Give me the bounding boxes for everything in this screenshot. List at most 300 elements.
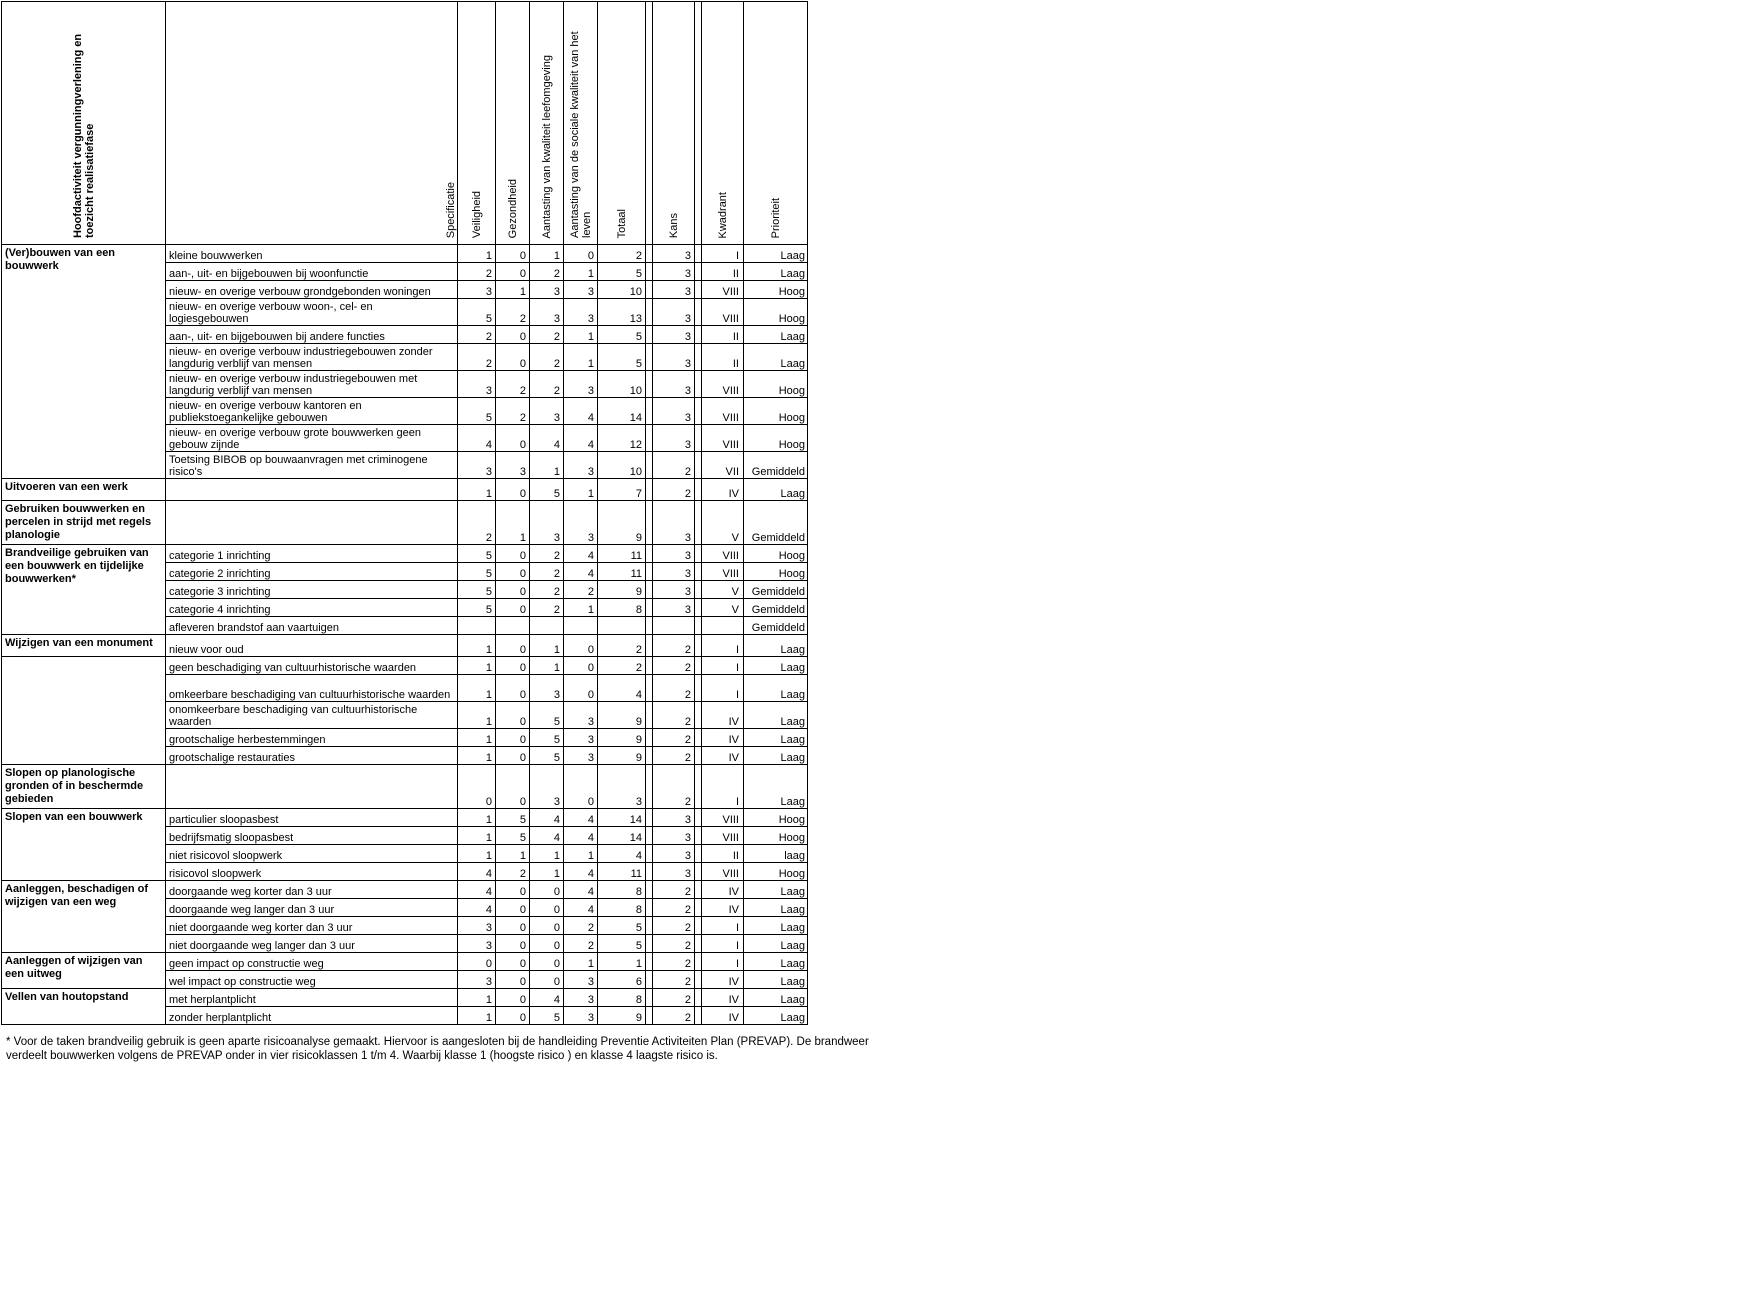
- header-label: Gezondheid: [506, 178, 519, 238]
- cell-kwadrant: I: [702, 245, 744, 263]
- cell-veiligheid: 1: [458, 245, 496, 263]
- cell-prioriteit: Laag: [744, 953, 808, 971]
- cell-veiligheid: 3: [458, 452, 496, 479]
- cell-kans: [653, 617, 695, 635]
- cell-kwadrant: IV: [702, 479, 744, 501]
- cell-prioriteit: Laag: [744, 765, 808, 809]
- cell-kans: 3: [653, 281, 695, 299]
- cell-spacer: [646, 344, 653, 371]
- cell-kwadrant: II: [702, 326, 744, 344]
- cell-hoofdactiviteit: Uitvoeren van een werk: [2, 479, 166, 501]
- cell-spacer: [646, 479, 653, 501]
- cell-sociale-kwaliteit: 3: [564, 452, 598, 479]
- cell-gezondheid: 0: [496, 344, 530, 371]
- cell-specificatie: niet doorgaande weg langer dan 3 uur: [166, 935, 458, 953]
- cell-spacer: [646, 899, 653, 917]
- table-row: [2, 245, 808, 263]
- cell-specificatie: geen beschadiging van cultuurhistorische waarden: [166, 657, 458, 675]
- cell-veiligheid: 1: [458, 479, 496, 501]
- cell-hoofdactiviteit: Gebruiken bouwwerken en percelen in strijd met regels planologie: [2, 501, 166, 545]
- cell-specificatie: afleveren brandstof aan vaartuigen: [166, 617, 458, 635]
- cell-totaal: 2: [598, 657, 646, 675]
- cell-spacer: [695, 827, 702, 845]
- cell-totaal: 8: [598, 599, 646, 617]
- cell-veiligheid: 5: [458, 545, 496, 563]
- cell-veiligheid: 3: [458, 281, 496, 299]
- cell-kwadrant: I: [702, 765, 744, 809]
- cell-kwaliteit-leefomgeving: 1: [530, 657, 564, 675]
- cell-kans: 2: [653, 971, 695, 989]
- header-kans: [653, 2, 695, 245]
- cell-spacer: [695, 899, 702, 917]
- cell-sociale-kwaliteit: 3: [564, 971, 598, 989]
- cell-sociale-kwaliteit: 3: [564, 729, 598, 747]
- cell-kwaliteit-leefomgeving: 5: [530, 747, 564, 765]
- cell-prioriteit: Laag: [744, 702, 808, 729]
- cell-kwaliteit-leefomgeving: 0: [530, 971, 564, 989]
- cell-sociale-kwaliteit: 4: [564, 881, 598, 899]
- cell-spacer: [695, 398, 702, 425]
- cell-kans: 2: [653, 989, 695, 1007]
- cell-spacer: [646, 452, 653, 479]
- cell-prioriteit: Hoog: [744, 425, 808, 452]
- cell-sociale-kwaliteit: 1: [564, 326, 598, 344]
- cell-spacer: [695, 809, 702, 827]
- cell-specificatie: categorie 4 inrichting: [166, 599, 458, 617]
- cell-kwaliteit-leefomgeving: 5: [530, 702, 564, 729]
- cell-prioriteit: Laag: [744, 989, 808, 1007]
- header-label: Kwadrant: [716, 191, 729, 238]
- cell-totaal: 2: [598, 635, 646, 657]
- cell-veiligheid: 0: [458, 765, 496, 809]
- cell-kans: 2: [653, 953, 695, 971]
- cell-veiligheid: 2: [458, 263, 496, 281]
- cell-kwadrant: II: [702, 344, 744, 371]
- cell-specificatie: niet doorgaande weg korter dan 3 uur: [166, 917, 458, 935]
- cell-veiligheid: 5: [458, 599, 496, 617]
- cell-prioriteit: Gemiddeld: [744, 581, 808, 599]
- cell-kwadrant: I: [702, 917, 744, 935]
- cell-veiligheid: 3: [458, 917, 496, 935]
- cell-spacer: [695, 299, 702, 326]
- cell-gezondheid: 0: [496, 635, 530, 657]
- cell-kwaliteit-leefomgeving: [530, 617, 564, 635]
- cell-spacer: [646, 599, 653, 617]
- cell-kans: 2: [653, 657, 695, 675]
- cell-kwadrant: V: [702, 501, 744, 545]
- table-row: [2, 989, 808, 1007]
- table-row: [2, 953, 808, 971]
- cell-spacer: [695, 425, 702, 452]
- cell-spacer: [646, 917, 653, 935]
- cell-prioriteit: Laag: [744, 326, 808, 344]
- cell-specificatie: [166, 501, 458, 545]
- cell-specificatie: categorie 3 inrichting: [166, 581, 458, 599]
- cell-prioriteit: Hoog: [744, 809, 808, 827]
- cell-specificatie: zonder herplantplicht: [166, 1007, 458, 1025]
- cell-prioriteit: Laag: [744, 479, 808, 501]
- cell-spacer: [695, 545, 702, 563]
- cell-kwaliteit-leefomgeving: 1: [530, 245, 564, 263]
- cell-spacer: [646, 765, 653, 809]
- cell-gezondheid: 0: [496, 917, 530, 935]
- cell-kwaliteit-leefomgeving: 5: [530, 729, 564, 747]
- cell-kans: 3: [653, 581, 695, 599]
- cell-gezondheid: 0: [496, 245, 530, 263]
- cell-hoofdactiviteit: Aanleggen of wijzigen van een uitweg: [2, 953, 166, 989]
- cell-gezondheid: 0: [496, 971, 530, 989]
- cell-gezondheid: 0: [496, 675, 530, 702]
- cell-sociale-kwaliteit: 2: [564, 935, 598, 953]
- cell-kwaliteit-leefomgeving: 2: [530, 371, 564, 398]
- cell-kwadrant: IV: [702, 729, 744, 747]
- cell-totaal: 5: [598, 917, 646, 935]
- cell-kwaliteit-leefomgeving: 5: [530, 479, 564, 501]
- cell-spacer: [646, 635, 653, 657]
- cell-totaal: 9: [598, 747, 646, 765]
- cell-specificatie: nieuw- en overige verbouw kantoren en publiekstoegankelijke gebouwen: [166, 398, 458, 425]
- cell-gezondheid: 0: [496, 702, 530, 729]
- cell-prioriteit: Laag: [744, 263, 808, 281]
- cell-specificatie: nieuw- en overige verbouw industriegebouwen met langdurig verblijf van mensen: [166, 371, 458, 398]
- cell-hoofdactiviteit: Brandveilige gebruiken van een bouwwerk en tijdelijke bouwwerken*: [2, 545, 166, 635]
- cell-prioriteit: Hoog: [744, 281, 808, 299]
- cell-kans: 3: [653, 599, 695, 617]
- cell-spacer: [695, 501, 702, 545]
- cell-spacer: [646, 989, 653, 1007]
- cell-sociale-kwaliteit: 4: [564, 899, 598, 917]
- cell-kans: 2: [653, 765, 695, 809]
- cell-specificatie: grootschalige restauraties: [166, 747, 458, 765]
- cell-spacer: [695, 1007, 702, 1025]
- cell-gezondheid: [496, 617, 530, 635]
- cell-totaal: 5: [598, 263, 646, 281]
- cell-spacer: [695, 326, 702, 344]
- cell-veiligheid: 2: [458, 344, 496, 371]
- cell-kwaliteit-leefomgeving: 2: [530, 581, 564, 599]
- cell-prioriteit: Laag: [744, 657, 808, 675]
- cell-kwadrant: II: [702, 263, 744, 281]
- cell-hoofdactiviteit: Vellen van houtopstand: [2, 989, 166, 1025]
- table-row: [2, 809, 808, 827]
- cell-hoofdactiviteit: (Ver)bouwen van een bouwwerk: [2, 245, 166, 479]
- cell-spacer: [646, 563, 653, 581]
- cell-kwadrant: IV: [702, 971, 744, 989]
- cell-gezondheid: 5: [496, 809, 530, 827]
- cell-spacer: [646, 809, 653, 827]
- cell-totaal: 10: [598, 281, 646, 299]
- cell-kans: 3: [653, 398, 695, 425]
- cell-kans: 2: [653, 881, 695, 899]
- cell-sociale-kwaliteit: 2: [564, 917, 598, 935]
- cell-specificatie: wel impact op constructie weg: [166, 971, 458, 989]
- cell-spacer: [646, 281, 653, 299]
- cell-gezondheid: 1: [496, 845, 530, 863]
- cell-gezondheid: 0: [496, 326, 530, 344]
- risk-table: [1, 1, 808, 1025]
- cell-gezondheid: 0: [496, 953, 530, 971]
- cell-veiligheid: 5: [458, 581, 496, 599]
- cell-prioriteit: Gemiddeld: [744, 617, 808, 635]
- cell-spacer: [646, 845, 653, 863]
- cell-veiligheid: 5: [458, 398, 496, 425]
- cell-spacer: [695, 281, 702, 299]
- header-label: Veiligheid: [470, 190, 483, 238]
- cell-spacer: [695, 657, 702, 675]
- table-row: [2, 501, 808, 545]
- cell-veiligheid: 1: [458, 657, 496, 675]
- cell-spacer: [646, 245, 653, 263]
- header-sociale-kwaliteit: [564, 2, 598, 245]
- cell-specificatie: doorgaande weg langer dan 3 uur: [166, 899, 458, 917]
- cell-sociale-kwaliteit: 3: [564, 989, 598, 1007]
- cell-kwadrant: VIII: [702, 809, 744, 827]
- cell-spacer: [695, 563, 702, 581]
- cell-hoofdactiviteit: Slopen van een bouwwerk: [2, 809, 166, 881]
- cell-totaal: 3: [598, 765, 646, 809]
- cell-kwadrant: VIII: [702, 827, 744, 845]
- cell-veiligheid: 5: [458, 563, 496, 581]
- cell-kwaliteit-leefomgeving: 4: [530, 809, 564, 827]
- cell-totaal: 14: [598, 809, 646, 827]
- risk-analysis-sheet: [1, 1, 808, 1025]
- cell-kwaliteit-leefomgeving: 0: [530, 953, 564, 971]
- cell-kwadrant: I: [702, 953, 744, 971]
- cell-gezondheid: 2: [496, 371, 530, 398]
- cell-totaal: 11: [598, 863, 646, 881]
- cell-prioriteit: Hoog: [744, 863, 808, 881]
- cell-sociale-kwaliteit: 1: [564, 479, 598, 501]
- cell-sociale-kwaliteit: 1: [564, 845, 598, 863]
- cell-specificatie: categorie 2 inrichting: [166, 563, 458, 581]
- cell-kwadrant: IV: [702, 989, 744, 1007]
- cell-spacer: [695, 675, 702, 702]
- header-label: Aantasting van de sociale kwaliteit van het leven: [568, 31, 593, 238]
- cell-kwadrant: VIII: [702, 563, 744, 581]
- cell-specificatie: omkeerbare beschadiging van cultuurhistorische waarden: [166, 675, 458, 702]
- cell-kwadrant: VIII: [702, 398, 744, 425]
- cell-spacer: [646, 657, 653, 675]
- table-row: [2, 545, 808, 563]
- cell-specificatie: nieuw- en overige verbouw woon-, cel- en logiesgebouwen: [166, 299, 458, 326]
- header-label: Aantasting van kwaliteit leefomgeving: [540, 54, 553, 238]
- cell-veiligheid: 1: [458, 747, 496, 765]
- cell-kwadrant: VIII: [702, 371, 744, 398]
- cell-specificatie: [166, 765, 458, 809]
- cell-spacer: [695, 371, 702, 398]
- cell-prioriteit: Laag: [744, 635, 808, 657]
- cell-spacer: [646, 953, 653, 971]
- cell-sociale-kwaliteit: 4: [564, 545, 598, 563]
- cell-specificatie: met herplantplicht: [166, 989, 458, 1007]
- cell-kans: 2: [653, 635, 695, 657]
- cell-sociale-kwaliteit: 3: [564, 1007, 598, 1025]
- cell-spacer: [646, 971, 653, 989]
- cell-totaal: [598, 617, 646, 635]
- cell-gezondheid: 0: [496, 425, 530, 452]
- cell-kwaliteit-leefomgeving: 2: [530, 344, 564, 371]
- cell-totaal: 4: [598, 675, 646, 702]
- cell-kwadrant: VIII: [702, 545, 744, 563]
- cell-sociale-kwaliteit: 2: [564, 581, 598, 599]
- cell-sociale-kwaliteit: 0: [564, 657, 598, 675]
- cell-kwaliteit-leefomgeving: 3: [530, 501, 564, 545]
- cell-specificatie: nieuw- en overige verbouw grote bouwwerken geen gebouw zijnde: [166, 425, 458, 452]
- header-prioriteit: [744, 2, 808, 245]
- header-label: Prioriteit: [769, 197, 782, 238]
- cell-kwaliteit-leefomgeving: 3: [530, 765, 564, 809]
- cell-gezondheid: 0: [496, 545, 530, 563]
- cell-kwadrant: V: [702, 581, 744, 599]
- cell-totaal: 1: [598, 953, 646, 971]
- cell-kans: 3: [653, 344, 695, 371]
- cell-kwadrant: VIII: [702, 281, 744, 299]
- cell-hoofdactiviteit: Aanleggen, beschadigen of wijzigen van een weg: [2, 881, 166, 953]
- cell-kwaliteit-leefomgeving: 4: [530, 425, 564, 452]
- cell-spacer: [646, 398, 653, 425]
- cell-prioriteit: Hoog: [744, 371, 808, 398]
- cell-prioriteit: Laag: [744, 1007, 808, 1025]
- cell-totaal: 8: [598, 989, 646, 1007]
- cell-kwadrant: IV: [702, 702, 744, 729]
- cell-kwaliteit-leefomgeving: 2: [530, 563, 564, 581]
- cell-kwaliteit-leefomgeving: 4: [530, 827, 564, 845]
- cell-gezondheid: 2: [496, 863, 530, 881]
- cell-gezondheid: 0: [496, 729, 530, 747]
- cell-prioriteit: Laag: [744, 917, 808, 935]
- cell-veiligheid: 1: [458, 675, 496, 702]
- cell-sociale-kwaliteit: 3: [564, 702, 598, 729]
- cell-kans: 2: [653, 702, 695, 729]
- cell-totaal: 9: [598, 702, 646, 729]
- cell-kwadrant: VIII: [702, 863, 744, 881]
- cell-spacer: [646, 935, 653, 953]
- cell-hoofdactiviteit: Slopen op planologische gronden of in beschermde gebieden: [2, 765, 166, 809]
- cell-prioriteit: Gemiddeld: [744, 501, 808, 545]
- cell-kwadrant: I: [702, 675, 744, 702]
- cell-totaal: 11: [598, 563, 646, 581]
- cell-spacer: [695, 845, 702, 863]
- cell-kans: 3: [653, 563, 695, 581]
- cell-spacer: [695, 747, 702, 765]
- cell-sociale-kwaliteit: 0: [564, 765, 598, 809]
- cell-totaal: 10: [598, 452, 646, 479]
- table-row: [2, 479, 808, 501]
- table-row: [2, 657, 808, 675]
- cell-kwaliteit-leefomgeving: 2: [530, 545, 564, 563]
- cell-kwaliteit-leefomgeving: 2: [530, 599, 564, 617]
- header-specificatie: [166, 2, 458, 245]
- cell-totaal: 5: [598, 344, 646, 371]
- cell-sociale-kwaliteit: 3: [564, 747, 598, 765]
- cell-veiligheid: 1: [458, 1007, 496, 1025]
- cell-prioriteit: Laag: [744, 747, 808, 765]
- cell-totaal: 14: [598, 398, 646, 425]
- cell-specificatie: nieuw- en overige verbouw industriegebouwen zonder langdurig verblijf van mensen: [166, 344, 458, 371]
- cell-spacer: [695, 245, 702, 263]
- cell-kans: 3: [653, 501, 695, 545]
- cell-kwadrant: I: [702, 935, 744, 953]
- cell-totaal: 4: [598, 845, 646, 863]
- cell-totaal: 10: [598, 371, 646, 398]
- cell-kwadrant: I: [702, 657, 744, 675]
- cell-gezondheid: 2: [496, 299, 530, 326]
- cell-spacer: [695, 729, 702, 747]
- cell-veiligheid: 1: [458, 635, 496, 657]
- header-spacer: [695, 2, 702, 245]
- cell-spacer: [695, 599, 702, 617]
- cell-veiligheid: 1: [458, 729, 496, 747]
- cell-gezondheid: 1: [496, 281, 530, 299]
- cell-kwadrant: V: [702, 599, 744, 617]
- cell-spacer: [646, 545, 653, 563]
- header-totaal: [598, 2, 646, 245]
- cell-spacer: [695, 344, 702, 371]
- cell-kans: 3: [653, 245, 695, 263]
- header-kwaliteit-leefomgeving: [530, 2, 564, 245]
- cell-kwaliteit-leefomgeving: 3: [530, 281, 564, 299]
- cell-specificatie: risicovol sloopwerk: [166, 863, 458, 881]
- cell-spacer: [646, 371, 653, 398]
- cell-specificatie: doorgaande weg korter dan 3 uur: [166, 881, 458, 899]
- cell-veiligheid: 1: [458, 702, 496, 729]
- cell-kans: 3: [653, 845, 695, 863]
- cell-prioriteit: Hoog: [744, 827, 808, 845]
- cell-totaal: 7: [598, 479, 646, 501]
- cell-kwadrant: IV: [702, 1007, 744, 1025]
- cell-sociale-kwaliteit: 3: [564, 299, 598, 326]
- cell-kans: 2: [653, 917, 695, 935]
- cell-totaal: 11: [598, 545, 646, 563]
- cell-gezondheid: 5: [496, 827, 530, 845]
- header-row: [2, 2, 808, 245]
- cell-sociale-kwaliteit: 1: [564, 599, 598, 617]
- cell-totaal: 5: [598, 935, 646, 953]
- cell-kwaliteit-leefomgeving: 0: [530, 917, 564, 935]
- cell-gezondheid: 0: [496, 581, 530, 599]
- cell-prioriteit: Laag: [744, 729, 808, 747]
- cell-kwaliteit-leefomgeving: 3: [530, 675, 564, 702]
- cell-specificatie: aan-, uit- en bijgebouwen bij andere functies: [166, 326, 458, 344]
- cell-veiligheid: 4: [458, 899, 496, 917]
- cell-kans: 3: [653, 425, 695, 452]
- cell-kwadrant: I: [702, 635, 744, 657]
- cell-spacer: [646, 827, 653, 845]
- cell-kans: 3: [653, 545, 695, 563]
- cell-kwaliteit-leefomgeving: 1: [530, 635, 564, 657]
- cell-veiligheid: 1: [458, 989, 496, 1007]
- cell-gezondheid: 0: [496, 765, 530, 809]
- cell-totaal: 12: [598, 425, 646, 452]
- cell-kans: 2: [653, 899, 695, 917]
- cell-spacer: [695, 765, 702, 809]
- cell-gezondheid: 0: [496, 263, 530, 281]
- cell-kans: 3: [653, 326, 695, 344]
- cell-gezondheid: 0: [496, 1007, 530, 1025]
- cell-spacer: [695, 479, 702, 501]
- cell-veiligheid: 4: [458, 425, 496, 452]
- cell-sociale-kwaliteit: 4: [564, 809, 598, 827]
- cell-kwaliteit-leefomgeving: 3: [530, 398, 564, 425]
- cell-gezondheid: 2: [496, 398, 530, 425]
- cell-veiligheid: 2: [458, 501, 496, 545]
- cell-kwaliteit-leefomgeving: 1: [530, 845, 564, 863]
- cell-totaal: 9: [598, 1007, 646, 1025]
- cell-spacer: [695, 581, 702, 599]
- cell-spacer: [695, 881, 702, 899]
- cell-kwadrant: VII: [702, 452, 744, 479]
- cell-sociale-kwaliteit: 3: [564, 371, 598, 398]
